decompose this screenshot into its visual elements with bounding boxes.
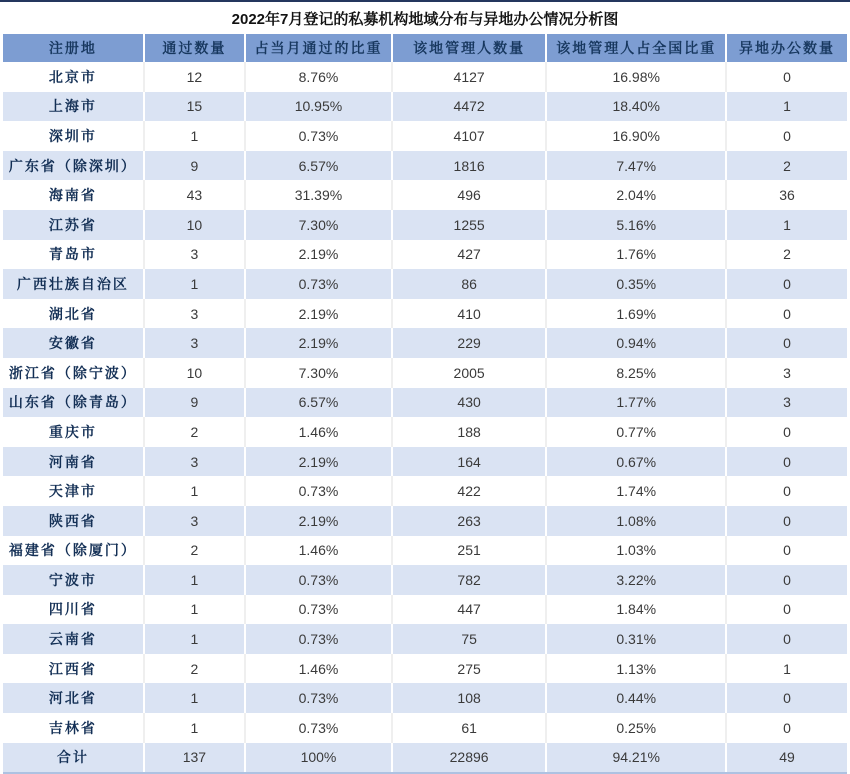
value-cell: 2 xyxy=(145,536,246,566)
value-cell: 1 xyxy=(145,121,246,151)
value-cell: 1 xyxy=(145,476,246,506)
value-cell: 0 xyxy=(727,506,847,536)
value-cell: 0.35% xyxy=(547,269,727,299)
table-row xyxy=(3,92,847,122)
value-cell: 75 xyxy=(393,624,547,654)
value-cell: 137 xyxy=(145,743,246,773)
value-cell: 7.30% xyxy=(246,210,393,240)
value-cell: 1 xyxy=(727,210,847,240)
value-cell: 3 xyxy=(145,328,246,358)
value-cell: 94.21% xyxy=(547,743,727,773)
value-cell: 100% xyxy=(246,743,393,773)
value-cell: 1 xyxy=(727,92,847,122)
region-cell: 北京市 xyxy=(3,62,145,92)
table-row xyxy=(3,565,847,595)
value-cell: 10 xyxy=(145,358,246,388)
value-cell: 1.77% xyxy=(547,388,727,418)
value-cell: 5.16% xyxy=(547,210,727,240)
value-cell: 496 xyxy=(393,180,547,210)
column-header: 异地办公数量 xyxy=(727,34,847,62)
value-cell: 0.31% xyxy=(547,624,727,654)
value-cell: 108 xyxy=(393,683,547,713)
region-cell: 湖北省 xyxy=(3,299,145,329)
value-cell: 2.04% xyxy=(547,180,727,210)
value-cell: 3 xyxy=(145,447,246,477)
value-cell: 422 xyxy=(393,476,547,506)
value-cell: 164 xyxy=(393,447,547,477)
region-cell: 深圳市 xyxy=(3,121,145,151)
region-cell: 陕西省 xyxy=(3,506,145,536)
value-cell: 427 xyxy=(393,240,547,270)
column-header: 通过数量 xyxy=(145,34,246,62)
region-cell: 广东省（除深圳） xyxy=(3,151,145,181)
value-cell: 1 xyxy=(145,624,246,654)
table-row xyxy=(3,476,847,506)
value-cell: 0 xyxy=(727,565,847,595)
value-cell: 1 xyxy=(145,683,246,713)
value-cell: 7.30% xyxy=(246,358,393,388)
value-cell: 1 xyxy=(145,565,246,595)
value-cell: 3 xyxy=(145,240,246,270)
data-table xyxy=(3,34,847,774)
value-cell: 0.73% xyxy=(246,624,393,654)
value-cell: 2005 xyxy=(393,358,547,388)
table-row xyxy=(3,62,847,92)
value-cell: 0 xyxy=(727,417,847,447)
value-cell: 3 xyxy=(145,299,246,329)
value-cell: 61 xyxy=(393,713,547,743)
table-row xyxy=(3,536,847,566)
value-cell: 0 xyxy=(727,624,847,654)
region-cell: 广西壮族自治区 xyxy=(3,269,145,299)
value-cell: 0.73% xyxy=(246,121,393,151)
region-cell: 江苏省 xyxy=(3,210,145,240)
value-cell: 43 xyxy=(145,180,246,210)
table-row xyxy=(3,299,847,329)
value-cell: 1.69% xyxy=(547,299,727,329)
value-cell: 1.08% xyxy=(547,506,727,536)
value-cell: 4127 xyxy=(393,62,547,92)
value-cell: 188 xyxy=(393,417,547,447)
value-cell: 1255 xyxy=(393,210,547,240)
value-cell: 1.03% xyxy=(547,536,727,566)
region-cell: 重庆市 xyxy=(3,417,145,447)
value-cell: 12 xyxy=(145,62,246,92)
value-cell: 10.95% xyxy=(246,92,393,122)
value-cell: 0 xyxy=(727,121,847,151)
value-cell: 16.98% xyxy=(547,62,727,92)
value-cell: 0.77% xyxy=(547,417,727,447)
value-cell: 0.73% xyxy=(246,269,393,299)
table-row xyxy=(3,151,847,181)
value-cell: 22896 xyxy=(393,743,547,773)
value-cell: 447 xyxy=(393,595,547,625)
region-cell: 上海市 xyxy=(3,92,145,122)
value-cell: 0.73% xyxy=(246,713,393,743)
value-cell: 2.19% xyxy=(246,328,393,358)
region-cell: 山东省（除青岛） xyxy=(3,388,145,418)
value-cell: 0.44% xyxy=(547,683,727,713)
header-row xyxy=(3,34,847,62)
region-cell: 安徽省 xyxy=(3,328,145,358)
table-row xyxy=(3,654,847,684)
value-cell: 0 xyxy=(727,713,847,743)
region-cell: 浙江省（除宁波） xyxy=(3,358,145,388)
value-cell: 0 xyxy=(727,62,847,92)
region-cell: 江西省 xyxy=(3,654,145,684)
value-cell: 1.46% xyxy=(246,536,393,566)
value-cell: 31.39% xyxy=(246,180,393,210)
value-cell: 1 xyxy=(145,269,246,299)
value-cell: 7.47% xyxy=(547,151,727,181)
value-cell: 6.57% xyxy=(246,388,393,418)
value-cell: 1 xyxy=(727,654,847,684)
value-cell: 9 xyxy=(145,388,246,418)
value-cell: 86 xyxy=(393,269,547,299)
region-cell: 天津市 xyxy=(3,476,145,506)
value-cell: 2.19% xyxy=(246,299,393,329)
value-cell: 15 xyxy=(145,92,246,122)
region-cell: 吉林省 xyxy=(3,713,145,743)
value-cell: 0.73% xyxy=(246,476,393,506)
value-cell: 1.13% xyxy=(547,654,727,684)
value-cell: 3 xyxy=(727,358,847,388)
value-cell: 2 xyxy=(727,240,847,270)
region-cell: 四川省 xyxy=(3,595,145,625)
value-cell: 1.74% xyxy=(547,476,727,506)
column-header: 注册地 xyxy=(3,34,145,62)
value-cell: 3 xyxy=(145,506,246,536)
value-cell: 2.19% xyxy=(246,240,393,270)
value-cell: 0 xyxy=(727,536,847,566)
table-body xyxy=(3,62,847,772)
table-row xyxy=(3,683,847,713)
value-cell: 263 xyxy=(393,506,547,536)
value-cell: 1 xyxy=(145,595,246,625)
value-cell: 0 xyxy=(727,447,847,477)
value-cell: 2.19% xyxy=(246,447,393,477)
value-cell: 16.90% xyxy=(547,121,727,151)
value-cell: 0 xyxy=(727,476,847,506)
table-row xyxy=(3,713,847,743)
table-row xyxy=(3,595,847,625)
value-cell: 782 xyxy=(393,565,547,595)
value-cell: 1.46% xyxy=(246,417,393,447)
region-cell: 河北省 xyxy=(3,683,145,713)
value-cell: 0.73% xyxy=(246,683,393,713)
region-cell: 合计 xyxy=(3,743,145,773)
value-cell: 1 xyxy=(145,713,246,743)
value-cell: 10 xyxy=(145,210,246,240)
region-cell: 云南省 xyxy=(3,624,145,654)
table-row xyxy=(3,180,847,210)
value-cell: 2 xyxy=(145,417,246,447)
table-header xyxy=(3,34,847,62)
value-cell: 251 xyxy=(393,536,547,566)
value-cell: 0.94% xyxy=(547,328,727,358)
table-row xyxy=(3,624,847,654)
value-cell: 2.19% xyxy=(246,506,393,536)
value-cell: 8.76% xyxy=(246,62,393,92)
table-row xyxy=(3,210,847,240)
table-row xyxy=(3,506,847,536)
region-cell: 青岛市 xyxy=(3,240,145,270)
value-cell: 1.84% xyxy=(547,595,727,625)
value-cell: 0 xyxy=(727,269,847,299)
value-cell: 410 xyxy=(393,299,547,329)
value-cell: 0.73% xyxy=(246,595,393,625)
value-cell: 3 xyxy=(727,388,847,418)
value-cell: 4107 xyxy=(393,121,547,151)
value-cell: 0 xyxy=(727,595,847,625)
value-cell: 8.25% xyxy=(547,358,727,388)
value-cell: 36 xyxy=(727,180,847,210)
region-cell: 宁波市 xyxy=(3,565,145,595)
table-row xyxy=(3,447,847,477)
column-header: 该地管理人数量 xyxy=(393,34,547,62)
table-row xyxy=(3,358,847,388)
value-cell: 0 xyxy=(727,683,847,713)
value-cell: 49 xyxy=(727,743,847,773)
value-cell: 18.40% xyxy=(547,92,727,122)
value-cell: 2 xyxy=(145,654,246,684)
value-cell: 0 xyxy=(727,328,847,358)
region-cell: 海南省 xyxy=(3,180,145,210)
table-row xyxy=(3,240,847,270)
table-row xyxy=(3,121,847,151)
table-row xyxy=(3,269,847,299)
value-cell: 0 xyxy=(727,299,847,329)
value-cell: 430 xyxy=(393,388,547,418)
value-cell: 6.57% xyxy=(246,151,393,181)
value-cell: 2 xyxy=(727,151,847,181)
column-header: 该地管理人占全国比重 xyxy=(547,34,727,62)
table-row xyxy=(3,388,847,418)
value-cell: 1.76% xyxy=(547,240,727,270)
value-cell: 0.67% xyxy=(547,447,727,477)
value-cell: 9 xyxy=(145,151,246,181)
region-cell: 福建省（除厦门） xyxy=(3,536,145,566)
value-cell: 0.73% xyxy=(246,565,393,595)
region-cell: 河南省 xyxy=(3,447,145,477)
table-row xyxy=(3,417,847,447)
column-header: 占当月通过的比重 xyxy=(246,34,393,62)
value-cell: 4472 xyxy=(393,92,547,122)
value-cell: 275 xyxy=(393,654,547,684)
value-cell: 229 xyxy=(393,328,547,358)
table-row xyxy=(3,328,847,358)
page-title: 2022年7月登记的私募机构地域分布与异地办公情况分析图 xyxy=(231,10,619,28)
value-cell: 1.46% xyxy=(246,654,393,684)
total-row xyxy=(3,743,847,773)
value-cell: 0.25% xyxy=(547,713,727,743)
value-cell: 3.22% xyxy=(547,565,727,595)
value-cell: 1816 xyxy=(393,151,547,181)
